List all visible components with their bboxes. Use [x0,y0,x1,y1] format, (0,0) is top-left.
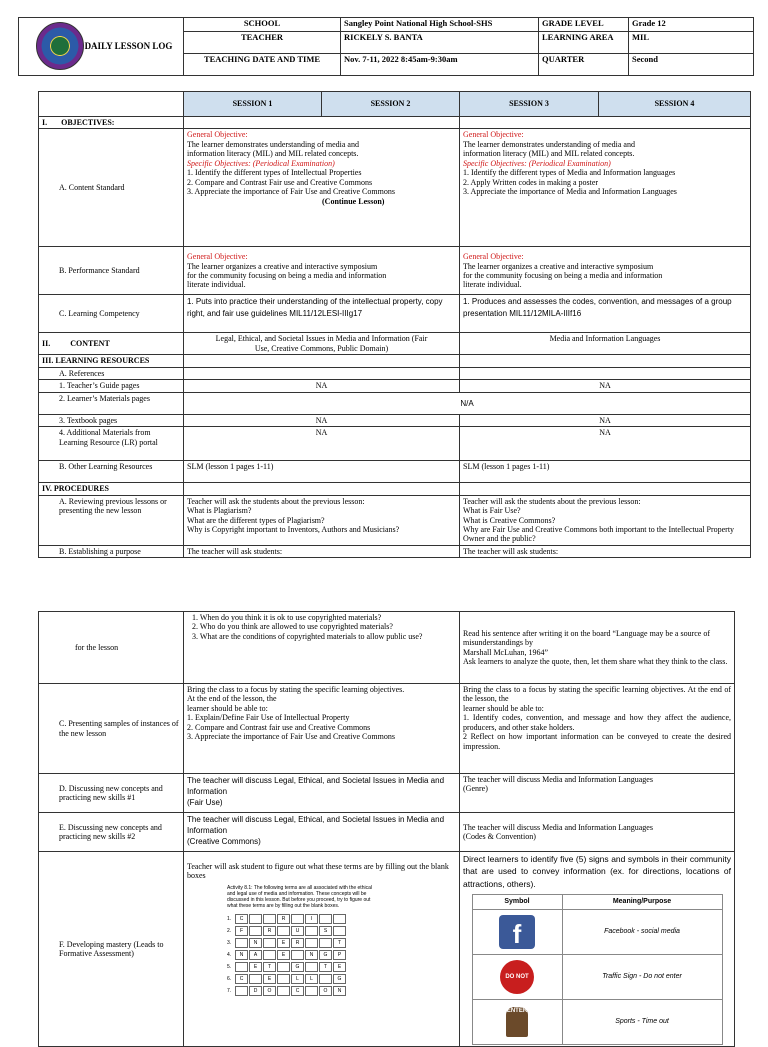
textbook-label: 3. Textbook pages [39,414,184,426]
activity-letter-box[interactable] [277,974,290,984]
presenting-right: Bring the class to a focus by stating the specific learning objectives. At the end of the lesson, the learner should be able to: 1. Identify codes, convention, and message and how they affect the audience, producers, and other stake holders. 2 Reflect on how important information can be conveyed to create the desired impression. [460,684,735,774]
other-resources-right: SLM (lesson 1 pages 1-11) [460,461,751,483]
activity-letter-box[interactable] [333,926,346,936]
additional-right: NA [460,427,751,461]
symbol-meaning: Sports - Time out [562,999,722,1044]
discussing-1-right: The teacher will discuss Media and Information Languages (Genre) [460,774,735,813]
resources-heading: III. LEARNING RESOURCES [39,355,184,367]
activity-letter-box[interactable]: A [249,950,262,960]
competency-label: C. Learning Competency [39,295,184,333]
activity-letter-box[interactable]: L [305,974,318,984]
mastery-right: Direct learners to identify five (5) signs and symbols in their community that are used to convey information (ex. for directions, locations of attractions, others). Symbol Meaning/Purpose f Facebook - social media DO NOT ENTER Traffic Sign - Do not enter Sports - Time out [460,852,735,1047]
teachers-guide-label: 1. Teacher’s Guide pages [39,380,184,392]
activity-letter-box[interactable]: S [319,926,332,936]
activity-row: 7. D O C O N [227,985,377,997]
activity-letter-box[interactable] [333,914,346,924]
discussing-1-label: D. Discussing new concepts and practicing new skills #1 [39,774,184,813]
activity-letter-box[interactable]: C [235,914,248,924]
content-standard-left: General Objective: The learner demonstrates understanding of media and information literacy (MIL) and MIL related concepts. Specific Objectives: (Periodical Examination) 1. Identify the different types of Intellectual Properties 2. Compare and Contrast Fair use and Creative Commons 3. Appreciate the importance of Fair Use and Creative Commons (Continue Lesson) [184,129,460,247]
competency-left: 1. Puts into practice their understanding of the intellectual property, copy right, and fair use guidelines MIL11/12LESI-IIIg17 [184,295,460,333]
mastery-left: Teacher will ask student to figure out what these terms are by filling out the blank boxes Activity 8.1: The following terms are all associated with the ethical and legal use of media and information. These concepts will be discussed in this lesson. But before you proceed, try to figure out what these terms are by filling out the blank boxes. 1. C R I 2. F R U S 3. N E R T 4. N A E N G P 5. E T G T E 6. C E L L G 7. D O C O N [184,852,460,1047]
activity-letter-box[interactable]: R [277,914,290,924]
activity-letter-box[interactable] [277,926,290,936]
activity-letter-box[interactable] [291,950,304,960]
teachers-guide-left: NA [184,380,460,392]
activity-row: 3. N E R T [227,937,377,949]
activity-row: 4. N A E N G P [227,949,377,961]
activity-letter-box[interactable]: E [333,962,346,972]
session-corner [39,92,184,117]
school-value: Sangley Point National High School-SHS [341,18,539,32]
symbol-meaning: Traffic Sign - Do not enter [562,954,722,999]
quarter-label: QUARTER [539,54,629,76]
activity-letter-box[interactable]: G [333,974,346,984]
content-heading: II. CONTENT [39,333,184,355]
teacher-label: TEACHER [184,32,341,54]
activity-letter-box[interactable]: O [319,986,332,996]
purpose-cont-right: Read his sentence after writing it on the board “Language may be a source of misunderstandings by Marshall McLuhan, 1964” Ask learners to analyze the quote, then, let them share what they think to the class. [460,612,735,684]
session-4-header: SESSION 4 [599,92,751,117]
textbook-right: NA [460,414,751,426]
activity-letter-box[interactable] [263,914,276,924]
activity-letter-box[interactable]: T [333,938,346,948]
content-standard-right: General Objective: The learner demonstrates understanding of media and information literacy (MIL) and MIL related concepts. Specific Objectives: (Periodical Examination) 1. Identify the different types of Media and Information languages 2. Apply Written codes in making a poster 3. Appreciate the importance of Media and Information Languages [460,129,751,247]
teacher-value: RICKELY S. BANTA [341,32,539,54]
activity-letter-box[interactable] [305,926,318,936]
activity-letter-box[interactable] [319,914,332,924]
activity-letter-box[interactable]: G [291,962,304,972]
activity-row: 5. E T G T E [227,961,377,973]
teachers-guide-right: NA [460,380,751,392]
activity-letter-box[interactable] [249,926,262,936]
activity-letter-box[interactable]: F [235,926,248,936]
additional-materials-label: 4. Additional Materials from Learning Resource (LR) portal [39,427,184,461]
area-value: MIL [629,32,754,54]
reviewing-label: A. Reviewing previous lessons or presenting the new lesson [39,495,184,545]
quarter-value: Second [629,54,754,76]
activity-letter-box[interactable]: N [333,986,346,996]
activity-letter-box[interactable] [319,974,332,984]
activity-letter-box[interactable]: G [319,950,332,960]
content-right: Media and Information Languages [460,333,751,355]
symbol-table [472,894,723,1045]
activity-row: 1. C R I [227,913,377,925]
activity-letter-box[interactable] [319,938,332,948]
activity-row: 2. F R U S [227,925,377,937]
reviewing-left: Teacher will ask the students about the previous lesson: What is Plagiarism? What are the different types of Plagiarism? Why is Copyright important to Inventors, Authors and Musicians? [184,495,460,545]
presenting-label: C. Presenting samples of instances of the new lesson [39,684,184,774]
activity-letter-box[interactable]: N [249,938,262,948]
session-header-row [39,92,751,117]
lesson-table-page2 [38,611,735,1047]
other-resources-label: B. Other Learning Resources [39,461,184,483]
activity-letter-box[interactable] [235,962,248,972]
competency-right: 1. Produces and assesses the codes, convention, and messages of a group presentation MIL11/12MILA-IIIf16 [460,295,751,333]
symbol-header: Symbol [472,894,562,909]
dll-title: DAILY LESSON LOG [19,18,184,76]
performance-standard-label: B. Performance Standard [39,247,184,295]
activity-letter-box[interactable]: E [277,950,290,960]
lesson-table-page1 [38,91,751,558]
activity-letter-box[interactable] [263,950,276,960]
header-table [18,17,754,76]
mastery-label: F. Developing mastery (Leads to Formative Assessment) [39,852,184,1047]
activity-letter-box[interactable]: O [263,986,276,996]
activity-letter-box[interactable] [235,986,248,996]
activity-letter-box[interactable]: T [263,962,276,972]
learners-materials-value: N/A [184,392,751,414]
activity-title: Activity 8.1: The following terms are all associated with the ethical and legal use of media and information. These concepts will be discussed in this lesson. But before you proceed, try to figure out what these terms are by filling out the blank boxes. [227,884,372,909]
other-resources-left: SLM (lesson 1 pages 1-11) [184,461,460,483]
content-standard-label: A. Content Standard [39,129,184,247]
purpose-label: B. Establishing a purpose [39,545,184,557]
activity-letter-box[interactable] [305,962,318,972]
school-label: SCHOOL [184,18,341,32]
textbook-left: NA [184,414,460,426]
activity-row: 6. C E L L G [227,973,377,985]
discussing-1-left: The teacher will discuss Legal, Ethical, and Societal Issues in Media and Information (Fair Use) [184,774,460,813]
purpose-right: The teacher will ask students: [460,545,751,557]
activity-letter-box[interactable]: N [235,950,248,960]
activity-letter-box[interactable] [305,938,318,948]
activity-letter-box[interactable] [305,986,318,996]
session-2-header: SESSION 2 [322,92,460,117]
activity-letter-box[interactable]: E [277,938,290,948]
do-not-enter-icon: DO NOT ENTER [500,960,534,994]
discussing-2-right: The teacher will discuss Media and Information Languages (Codes & Convention) [460,813,735,852]
learners-materials-label: 2. Learner’s Materials pages [39,392,184,414]
reviewing-right: Teacher will ask the students about the previous lesson: What is Fair Use? What is Creative Commons? Why are Fair Use and Creative Commons both important to the Intellectual Property Owner and the public? [460,495,751,545]
activity-letter-box[interactable] [277,986,290,996]
meaning-header: Meaning/Purpose [562,894,722,909]
activity-letter-box[interactable] [249,914,262,924]
grade-value: Grade 12 [629,18,754,32]
additional-left: NA [184,427,460,461]
activity-letter-box[interactable]: I [305,914,318,924]
activity-letter-box[interactable] [235,938,248,948]
session-1-header: SESSION 1 [184,92,322,117]
grade-label: GRADE LEVEL [539,18,629,32]
activity-letter-box[interactable]: C [235,974,248,984]
procedures-heading: IV. PROCEDURES [39,483,184,495]
purpose-cont-left: 1. When do you think it is ok to use copyrighted materials? 2. Who do you think are allowed to use copyrighted materials? 3. What are the conditions of copyrighted materials to allow public use? [184,612,460,684]
discussing-2-left: The teacher will discuss Legal, Ethical, and Societal Issues in Media and Information (Creative Commons) [184,813,460,852]
presenting-left: Bring the class to a focus by stating the specific learning objectives. At the end of the lesson, the learner should be able to: 1. Explain/Define Fair Use of Intellectual Property 2. Compare and Contrast fair use and Creative Commons 3. Appreciate the importance of Fair Use and Creative Commons [184,684,460,774]
session-3-header: SESSION 3 [460,92,599,117]
activity-letter-box[interactable]: D [249,986,262,996]
content-left: Legal, Ethical, and Societal Issues in Media and Information (Fair Use, Creative Commons, Public Domain) [184,333,460,355]
activity-letter-box[interactable]: C [291,986,304,996]
date-label: TEACHING DATE AND TIME [184,54,341,76]
area-label: LEARNING AREA [539,32,629,54]
performance-standard-left: General Objective: The learner organizes a creative and interactive symposium for the community focusing on being a media and information literate individual. [184,247,460,295]
discussing-2-label: E. Discussing new concepts and practicing new skills #2 [39,813,184,852]
activity-worksheet [227,885,377,997]
activity-letter-box[interactable]: E [249,962,262,972]
activity-letter-box[interactable]: L [291,974,304,984]
activity-letter-box[interactable] [249,974,262,984]
objectives-heading: I. OBJECTIVES: [39,117,184,129]
activity-letter-box[interactable] [277,962,290,972]
activity-letter-box[interactable]: U [291,926,304,936]
purpose-cont-label: for the lesson [39,612,184,684]
activity-letter-box[interactable]: P [333,950,346,960]
activity-letter-box[interactable]: R [291,938,304,948]
activity-letter-box[interactable]: R [263,926,276,936]
activity-letter-box[interactable] [263,938,276,948]
activity-letter-box[interactable]: T [319,962,332,972]
symbol-meaning: Facebook - social media [562,909,722,954]
purpose-left: The teacher will ask students: [184,545,460,557]
facebook-icon: f [499,915,535,949]
activity-letter-box[interactable]: N [305,950,318,960]
references-label: A. References [39,367,184,379]
performance-standard-right: General Objective: The learner organizes a creative and interactive symposium for the community focusing on being a media and information literate individual. [460,247,751,295]
date-value: Nov. 7-11, 2022 8:45am-9:30am [341,54,539,76]
activity-letter-box[interactable] [291,914,304,924]
activity-letter-box[interactable]: E [263,974,276,984]
